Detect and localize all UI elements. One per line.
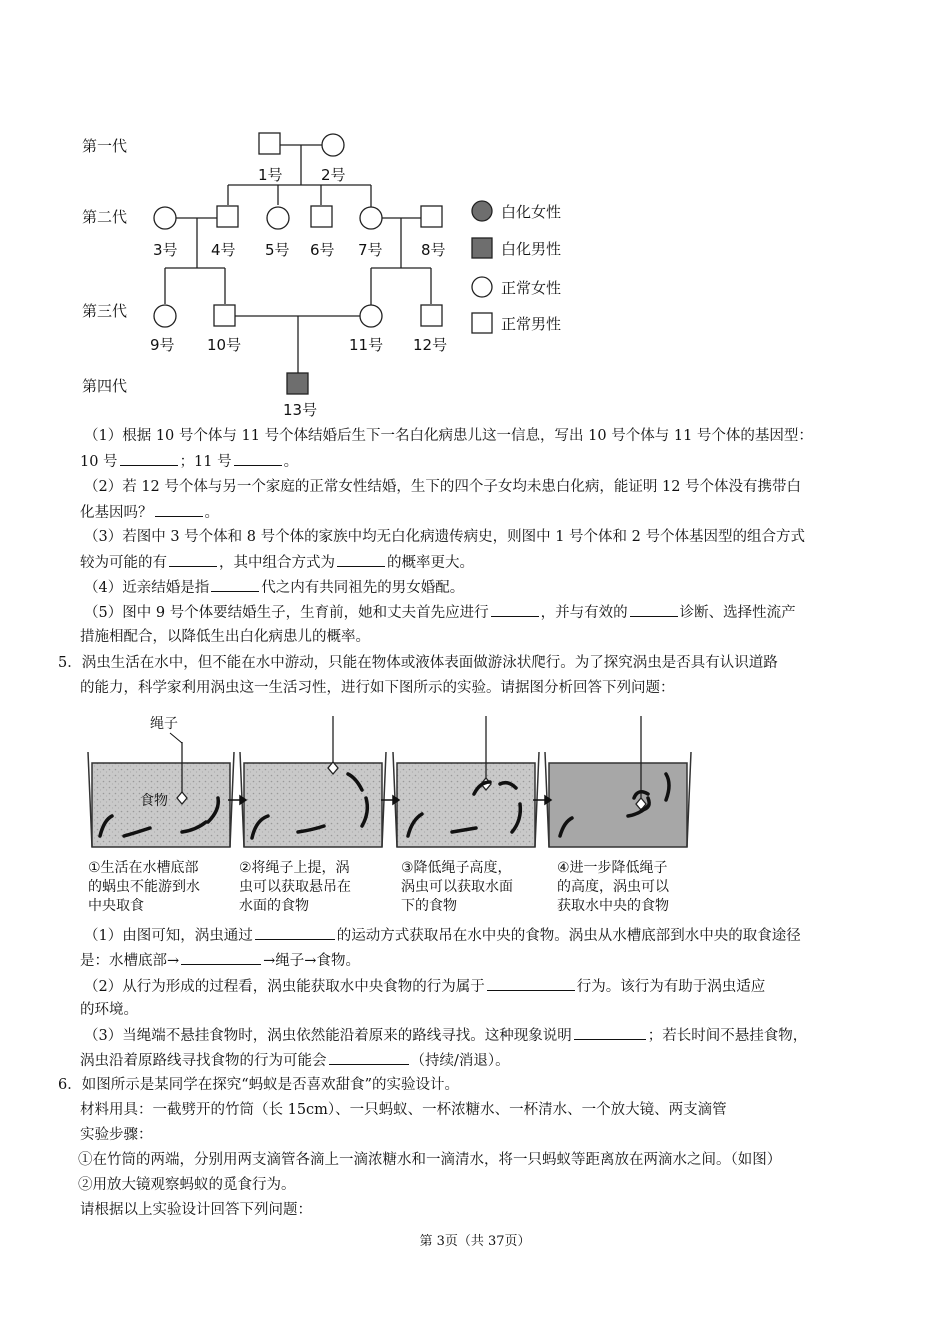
planarian-experiment-figure <box>80 705 700 915</box>
answer-blank[interactable] <box>211 577 259 592</box>
q4-p3b-pre: 较为可能的有 <box>80 555 167 571</box>
gen-label-1: 第一代 <box>82 137 128 155</box>
legend-normal-female-symbol <box>472 277 492 297</box>
q4-p1a: （1）根据 10 号个体与 11 号个体结婚后生下一名白化病患儿这一信息，写出 10 号个体与 11 号个体的基因型： <box>84 428 813 444</box>
q5-p1a-end: 的运动方式获取吊在水中央的食物。涡虫从水槽底部到水中央的取食途径 <box>336 928 801 944</box>
legend-affected-female-symbol <box>472 201 492 221</box>
food-label: 食物 <box>140 793 168 809</box>
label-11: 11号 <box>349 336 384 354</box>
caption-1-line-2: 的蜗虫不能游到水 <box>88 879 200 895</box>
pedigree-male-10 <box>214 305 235 326</box>
gen-label-2: 第二代 <box>82 208 128 226</box>
label-4: 4号 <box>211 241 236 259</box>
tank-2 <box>244 763 382 847</box>
legend-normal-female: 正常女性 <box>501 279 562 297</box>
q4-p2b-pre: 化基因吗？ <box>80 505 153 521</box>
q4-p5a-mid: ，并与有效的 <box>540 605 628 621</box>
label-9: 9号 <box>150 336 175 354</box>
caption-3-line-3: 下的食物 <box>401 898 457 914</box>
label-6: 6号 <box>310 241 335 259</box>
pedigree-female-7 <box>360 207 382 229</box>
q5-intro-1: 5．涡虫生活在水中，但不能在水中游动，只能在物体或液体表面做游泳状爬行。为了探究涡虫是否具有认识道路 <box>58 655 778 671</box>
q4-p3b <box>80 552 474 573</box>
answer-blank[interactable] <box>255 925 335 940</box>
answer-blank[interactable] <box>574 1025 646 1040</box>
legend-normal-male: 正常男性 <box>501 315 562 333</box>
q5-p2a <box>84 976 765 997</box>
legend-affected-male-symbol <box>472 238 492 258</box>
q6-steps-title: 实验步骤： <box>80 1127 153 1143</box>
answer-blank[interactable] <box>181 950 261 965</box>
q4-p1b-mid: ；11 号 <box>179 454 232 470</box>
caption-2-line-1: ②将绳子上提，涡 <box>239 860 350 876</box>
q5-p1a-pre: （1）由图可知，涡虫通过 <box>84 928 253 944</box>
q6-intro: 6．如图所示是某同学在探究“蚂蚁是否喜欢甜食”的实验设计。 <box>58 1077 460 1093</box>
pedigree-female-11 <box>360 305 382 327</box>
gen-label-4: 第四代 <box>82 377 128 395</box>
pedigree-female-5 <box>267 207 289 229</box>
q4-p4-end: 代之内有共同祖先的男女婚配。 <box>261 580 465 596</box>
q5-p1b-pre: 是：水槽底部→ <box>80 953 180 969</box>
caption-3-line-2: 涡虫可以获取水面 <box>401 879 513 895</box>
answer-blank[interactable] <box>155 502 203 517</box>
q4-p2b-end: 。 <box>204 505 219 521</box>
caption-1-line-3: 中央取食 <box>88 898 144 914</box>
q4-p4 <box>84 577 464 598</box>
tank-3 <box>397 763 535 847</box>
caption-1-line-1: ①生活在水槽底部 <box>88 860 199 876</box>
pedigree-female-2 <box>322 134 344 156</box>
q5-intro-2: 的能力，科学家利用涡虫这一生活习性，进行如下图所示的实验。请据图分析回答下列问题： <box>80 680 675 696</box>
q4-p4-pre: （4）近亲结婚是指 <box>84 580 210 596</box>
answer-blank[interactable] <box>120 451 178 466</box>
q5-p2b: 的环境。 <box>80 1002 138 1018</box>
pedigree-male-8 <box>421 206 442 227</box>
label-3: 3号 <box>153 241 178 259</box>
answer-blank[interactable] <box>169 552 217 567</box>
q5-p3a-pre: （3）当绳端不悬挂食物时，涡虫依然能沿着原来的路线寻找。这种现象说明 <box>84 1028 572 1044</box>
q6-step-1: ①在竹筒的两端，分别用两支滴管各滴上一滴浓糖水和一滴清水，将一只蚂蚁等距离放在两滴水之间。（如图） <box>78 1152 782 1168</box>
answer-blank[interactable] <box>630 602 678 617</box>
q4-p2a: （2）若 12 号个体与另一个家庭的正常女性结婚，生下的四个子女均未患白化病，能证明 12 号个体没有携带白 <box>84 479 802 495</box>
q4-p5a-pre: （5）图中 9 号个体要结婚生子，生育前，她和丈夫首先应进行 <box>84 605 489 621</box>
answer-blank[interactable] <box>329 1050 409 1065</box>
label-10: 10号 <box>207 336 242 354</box>
q5-p1b <box>80 950 360 971</box>
legend-affected-female: 白化女性 <box>501 203 562 221</box>
pedigree-female-3 <box>154 207 176 229</box>
answer-blank[interactable] <box>487 976 575 991</box>
q4-p5a-end: 诊断、选择性流产 <box>679 605 796 621</box>
label-8: 8号 <box>421 241 446 259</box>
q4-p3b-end: 的概率更大。 <box>387 555 474 571</box>
pedigree-male-6 <box>311 206 332 227</box>
gen-label-3: 第三代 <box>82 302 128 320</box>
q6-materials: 材料用具：一截劈开的竹筒（长 15cm）、一只蚂蚁、一杯浓糖水、一杯清水、一个放大镜、两支滴管 <box>80 1102 727 1118</box>
q4-p3a: （3）若图中 3 号个体和 8 号个体的家族中均无白化病遗传病史，则图中 1 号个体和 2 号个体基因型的组合方式 <box>84 529 805 545</box>
label-2: 2号 <box>321 166 346 184</box>
label-12: 12号 <box>413 336 448 354</box>
caption-4-line-2: 的高度，涡虫可以 <box>557 879 669 895</box>
q4-p5a <box>84 602 796 623</box>
pedigree-male-13-affected <box>287 373 308 394</box>
label-1: 1号 <box>258 166 283 184</box>
answer-blank[interactable] <box>234 451 282 466</box>
q5-p1a <box>84 925 801 946</box>
pedigree-male-12 <box>421 305 442 326</box>
q6-step-2: ②用放大镜观察蚂蚁的觅食行为。 <box>78 1177 296 1193</box>
page-footer: 第 3页（共 37页） <box>419 1234 531 1249</box>
legend-affected-male: 白化男性 <box>501 240 562 258</box>
q5-p3b <box>80 1050 510 1071</box>
label-13: 13号 <box>283 401 318 419</box>
q4-p1b <box>80 451 298 472</box>
caption-2-line-2: 虫可以获取悬吊在 <box>239 879 351 895</box>
pedigree-female-9 <box>154 305 176 327</box>
answer-blank[interactable] <box>491 602 539 617</box>
q4-p1b-pre: 10 号 <box>80 454 118 470</box>
pedigree-male-1 <box>259 133 280 154</box>
q5-p3a <box>84 1025 807 1046</box>
q5-p2a-pre: （2）从行为形成的过程看，涡虫能获取水中央食物的行为属于 <box>84 979 485 995</box>
answer-blank[interactable] <box>337 552 385 567</box>
q5-p3b-pre: 涡虫沿着原路线寻找食物的行为可能会 <box>80 1053 327 1069</box>
caption-3-line-1: ③降低绳子高度， <box>401 860 512 876</box>
legend-normal-male-symbol <box>472 313 492 333</box>
q4-p2b <box>80 502 219 523</box>
q6-ask: 请根据以上实验设计回答下列问题： <box>80 1202 312 1218</box>
caption-4-line-1: ④进一步降低绳子 <box>557 860 668 876</box>
q5-p1b-end: →绳子→食物。 <box>263 953 360 969</box>
caption-4-line-3: 获取水中央的食物 <box>557 898 669 914</box>
q5-p3a-end: ；若长时间不悬挂食物， <box>647 1028 808 1044</box>
q4-p1b-end: 。 <box>283 454 299 470</box>
q4-p5b: 措施相配合，以降低生出白化病患儿的概率。 <box>80 629 370 645</box>
pedigree-male-4 <box>217 206 238 227</box>
q5-p2a-end: 行为。该行为有助于涡虫适应 <box>576 979 766 995</box>
caption-2-line-3: 水面的食物 <box>239 898 309 914</box>
label-7: 7号 <box>358 241 383 259</box>
rope-label: 绳子 <box>150 716 178 732</box>
label-5: 5号 <box>265 241 290 259</box>
q4-p3b-mid: ，其中组合方式为 <box>219 555 335 571</box>
q5-p3b-end: （持续/消退）。 <box>410 1053 510 1069</box>
